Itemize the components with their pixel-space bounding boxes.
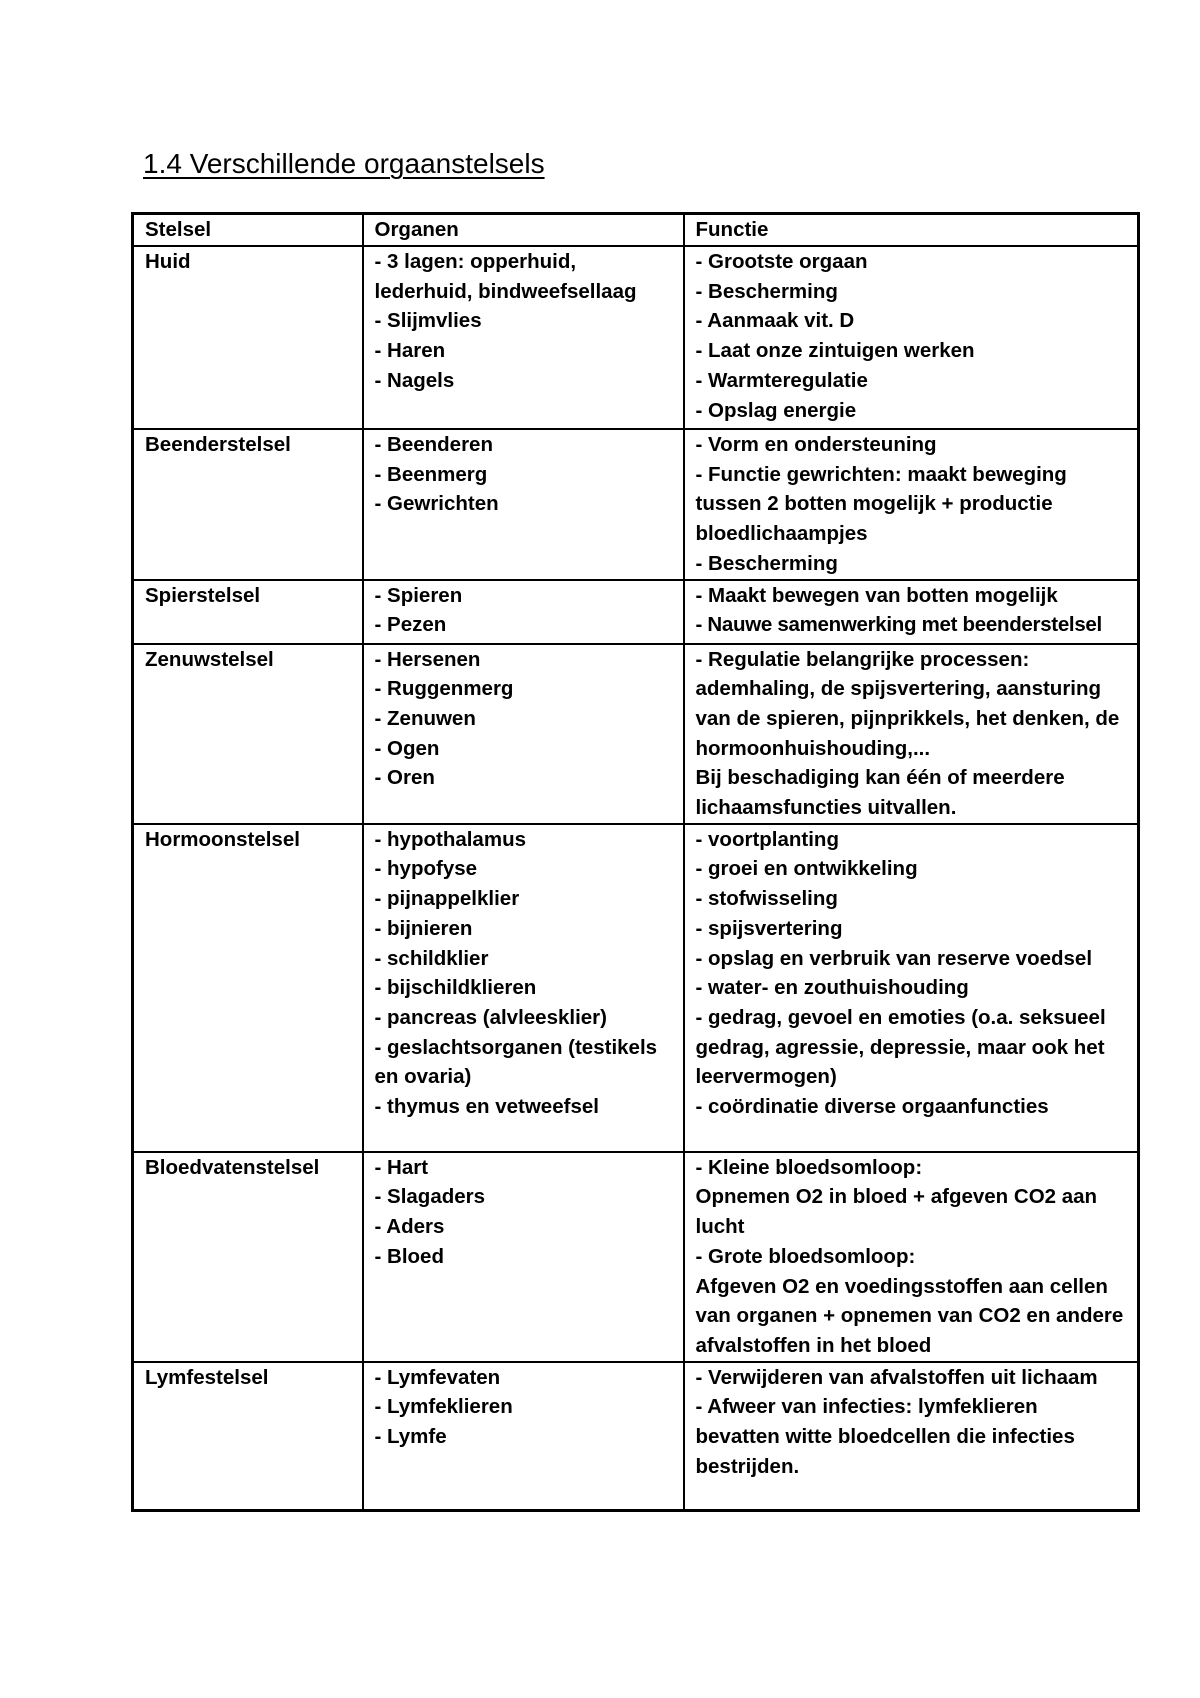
function-item: - coördinatie diverse orgaanfuncties (695, 1095, 1049, 1119)
page-title: 1.4 Verschillende orgaanstelsels (143, 148, 545, 179)
function-item: - Afweer van infecties: lymfeklieren bevatten witte bloedcellen die infecties bestrijden. (695, 1395, 1075, 1478)
organ-item: - bijnieren (374, 916, 473, 940)
function-item: - Opslag energie (695, 398, 857, 422)
function-item: Opnemen O2 in bloed + afgeven CO2 aan lucht (695, 1185, 1098, 1239)
organ-item: - 3 lagen: opperhuid, lederhuid, bindweefsellaag (374, 250, 637, 303)
function-item: - voortplanting (695, 827, 839, 851)
functie-cell (684, 580, 1139, 644)
organ-item: - Lymfevaten (374, 1365, 501, 1389)
table-row (133, 580, 1139, 644)
organ-item: - Oren (374, 766, 435, 790)
stelsel-cell: Lymfestelsel (133, 1362, 363, 1511)
function-item: - opslag en verbruik van reserve voedsel (695, 946, 1093, 970)
function-item: - Functie gewrichten: maakt beweging tussen 2 botten mogelijk + productie bloedlichaampjes (695, 462, 1067, 546)
organ-item: - Haren (374, 339, 446, 363)
organ-item: - Lymfe (374, 1425, 447, 1449)
table-row (133, 824, 1139, 1152)
functie-cell (684, 246, 1139, 429)
function-item: Bij beschadiging kan één of meerdere lichaamsfuncties uitvallen. (695, 766, 1065, 820)
function-item: - Laat onze zintuigen werken (695, 339, 975, 363)
organ-item: - Zenuwen (374, 706, 476, 730)
organ-item: - Beenderen (374, 433, 493, 456)
function-item: - Bescherming (695, 279, 838, 303)
organ-item: - Lymfeklieren (374, 1395, 513, 1419)
organ-item: - Slijmvlies (374, 309, 482, 333)
function-item: - Maakt bewegen van botten mogelijk (695, 583, 1058, 607)
organen-cell (363, 580, 684, 644)
functie-cell (684, 644, 1139, 824)
organ-item: - Slagaders (374, 1185, 486, 1209)
organ-item: - Ogen (374, 736, 440, 760)
organ-item: - Hersenen (374, 647, 481, 671)
organ-item: - hypofyse (374, 857, 478, 881)
function-item: - Warmteregulatie (695, 368, 868, 392)
organ-systems-table (131, 212, 1140, 1512)
organ-item: - hypothalamus (374, 827, 526, 851)
function-item: - Grootste orgaan (695, 250, 868, 273)
organ-item: - Nagels (374, 368, 455, 392)
header-functie: Functie (684, 214, 1139, 247)
function-item: - water- en zouthuishouding (695, 976, 969, 1000)
header-stelsel: Stelsel (133, 214, 363, 247)
organen-cell (363, 1152, 684, 1362)
stelsel-cell: Zenuwstelsel (133, 644, 363, 824)
functie-cell (684, 1362, 1139, 1511)
function-item: - Vorm en ondersteuning (695, 433, 937, 456)
stelsel-cell: Huid (133, 246, 363, 429)
organ-item: - pancreas (alvleesklier) (374, 1005, 607, 1029)
organ-item: - Spieren (374, 583, 463, 607)
organen-cell (363, 429, 684, 580)
function-item: - stofwisseling (695, 887, 838, 911)
table-row (133, 429, 1139, 580)
table-row (133, 1362, 1139, 1511)
function-item: Afgeven O2 en voedingsstoffen aan cellen van organen + opnemen van CO2 en andere afvalstoffen in het bloed (695, 1274, 1124, 1357)
stelsel-cell: Beenderstelsel (133, 429, 363, 580)
stelsel-cell: Hormoonstelsel (133, 824, 363, 1152)
organ-item: - Bloed (374, 1244, 444, 1268)
stelsel-cell: Bloedvatenstelsel (133, 1152, 363, 1362)
function-item: - Verwijderen van afvalstoffen uit lichaam (695, 1365, 1098, 1389)
organ-item: - Gewrichten (374, 492, 499, 516)
table-header-row (133, 214, 1139, 247)
organ-item: - geslachtsorganen (testikels en ovaria) (374, 1035, 658, 1089)
function-item: - Regulatie belangrijke processen: ademhaling, de spijsvertering, aansturing van de spieren, pijnprikkels, het denken, de hormoonhuishouding,... (695, 647, 1120, 760)
organen-cell (363, 1362, 684, 1511)
functie-cell (684, 824, 1139, 1152)
organ-item: - pijnappelklier (374, 887, 520, 911)
functie-cell (684, 1152, 1139, 1362)
function-item: - Grote bloedsomloop: (695, 1244, 916, 1268)
organ-item: - Beenmerg (374, 462, 488, 486)
header-organen: Organen (363, 214, 684, 247)
table-row (133, 1152, 1139, 1362)
function-item: - spijsvertering (695, 916, 843, 940)
function-item: - Kleine bloedsomloop: (695, 1155, 923, 1179)
stelsel-cell: Spierstelsel (133, 580, 363, 644)
organ-item: - Hart (374, 1155, 429, 1179)
function-item: - Nauwe samenwerking met beenderstelsel (695, 613, 1102, 637)
function-item: - Aanmaak vit. D (695, 309, 855, 333)
organen-cell (363, 644, 684, 824)
table-row (133, 644, 1139, 824)
function-item: - groei en ontwikkeling (695, 857, 918, 881)
table-row (133, 246, 1139, 429)
organen-cell (363, 246, 684, 429)
organ-item: - thymus en vetweefsel (374, 1095, 599, 1119)
function-item: - Bescherming (695, 551, 838, 575)
organ-item: - Aders (374, 1215, 445, 1239)
function-item: - gedrag, gevoel en emoties (o.a. seksueel gedrag, agressie, depressie, maar ook het leervermogen) (695, 1005, 1106, 1089)
functie-cell (684, 429, 1139, 580)
organ-item: - Ruggenmerg (374, 677, 514, 701)
organ-item: - bijschildklieren (374, 976, 537, 1000)
organen-cell (363, 824, 684, 1152)
organ-item: - schildklier (374, 946, 489, 970)
organ-item: - Pezen (374, 613, 447, 637)
